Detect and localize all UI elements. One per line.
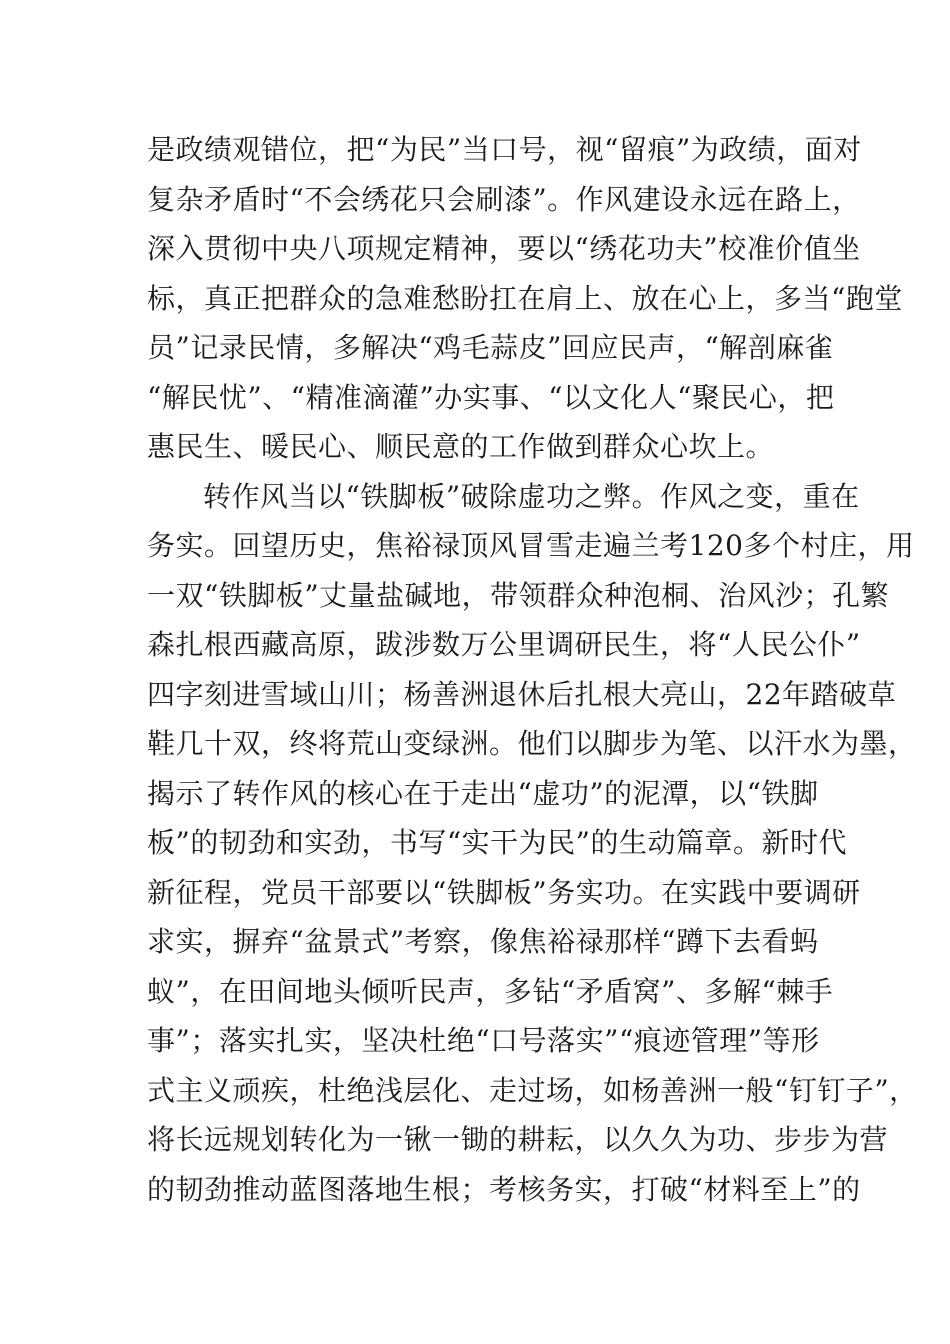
text-line: “解民忧”、“精准滴灌”办实事、“以文化人“聚民心，把 [147,380,835,414]
text-line: 员”记录民情，多解决“鸡毛蒜皮”回应民声，“解剖麻雀 [147,331,834,364]
paragraph-2 [147,472,918,1215]
text-line: 是政绩观错位，把“为民”当口号，视“留痕”为政绩，面对 [147,133,862,166]
text-line: 转作风当以“铁脚板”破除虚功之弊。作风之变，重在 [203,479,860,513]
text-line: 求实，摒弃“盆景式”考察，像焦裕禄那样“蹲下去看蚂 [147,925,819,958]
text-line: 事”；落实扎实，坚决杜绝“口号落实”“痕迹管理”等形 [147,1024,820,1057]
body-text [147,125,918,1214]
text-line: 新征程，党员干部要以“铁脚板”务实功。在实践中要调研 [147,875,861,909]
text-line: 一双“铁脚板”丈量盐碱地，带领群众种泡桐、治风沙；孔繁 [147,578,890,612]
paragraph-1 [147,125,903,472]
text-line: 森扎根西藏高原，跋涉数万公里调研民生，将“人民公仆” [147,628,861,661]
text-line: 标，真正把群众的急难愁盼扛在肩上、放在心上，多当“跑堂 [147,281,903,315]
text-line: 四字刻进雪域山川；杨善洲退休后扎根大亮山，22年踏破草 [147,677,897,711]
text-line: 务实。回望历史，焦裕禄顶风冒雪走遍兰考120多个村庄，用 [147,529,915,562]
text-line: 鞋几十双，终将荒山变绿洲。他们以脚步为笔、以汗水为墨， [147,727,917,760]
text-line: 式主义顽疾，杜绝浅层化、走过场，如杨善洲一般“钉钉子”， [147,1073,918,1107]
text-line: 复杂矛盾时“不会绣花只会刷漆”。作风建设永远在路上， [147,182,861,216]
text-line: 揭示了转作风的核心在于走出“虚功”的泥潭，以“铁脚 [147,776,819,810]
text-line: 的韧劲推动蓝图落地生根；考核务实，打破“材料至上”的 [147,1172,861,1206]
text-line: 蚁”，在田间地头倾听民声，多钻“矛盾窝”、多解“棘手 [147,974,834,1008]
text-line: 惠民生、暖民心、顺民意的工作做到群众心坎上。 [147,430,775,463]
text-line: 板”的韧劲和实劲，书写“实干为民”的生动篇章。新时代 [147,826,847,859]
text-line: 深入贯彻中央八项规定精神，要以“绣花功夫”校准价值坐 [147,232,861,265]
text-line: 将长远规划转化为一锹一锄的耕耘，以久久为功、步步为营 [147,1123,889,1156]
